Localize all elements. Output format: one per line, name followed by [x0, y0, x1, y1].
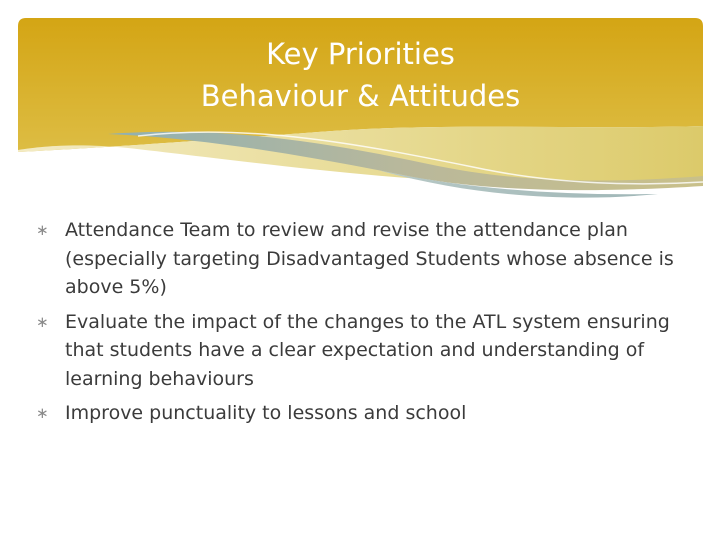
title-line-behaviour-attitudes: Behaviour & Attitudes: [200, 79, 521, 113]
bullet-text-punctuality: Improve punctuality to lessons and school: [65, 402, 467, 424]
bullet-text-attendance: Attendance Team to review and revise the attendance plan (especially targeting Disadvantaged Students whose absence is above 5%): [65, 219, 674, 298]
asterisk-bullet-icon: ∗: [36, 312, 49, 331]
bullet-text-atl-system: Evaluate the impact of the changes to the ATL system ensuring that students have a clear expectation and understanding of learning behaviours: [65, 310, 670, 390]
bullet-item-attendance: [36, 216, 696, 302]
title-line-key-priorities: Key Priorities: [266, 37, 455, 71]
asterisk-bullet-icon: ∗: [36, 404, 49, 422]
bullet-item-atl-system: [36, 308, 696, 394]
bullet-list: [36, 216, 696, 434]
bullet-item-punctuality: [36, 399, 696, 428]
slide-title: [18, 33, 703, 117]
asterisk-bullet-icon: ∗: [36, 221, 49, 239]
